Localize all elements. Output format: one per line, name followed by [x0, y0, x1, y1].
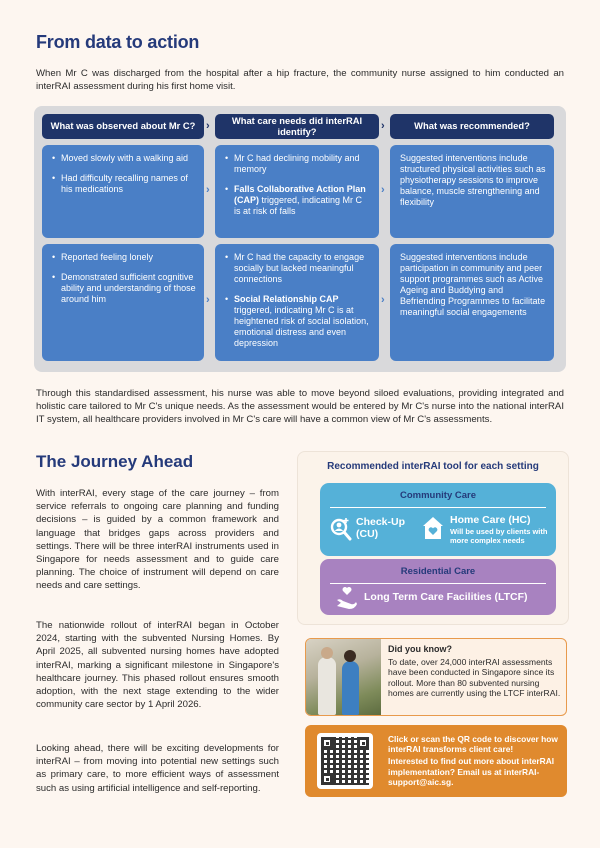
- arrow-right-icon: ›: [206, 294, 210, 306]
- list-item: • Mr C had the capacity to engage socially but lacked meaningful connections: [225, 252, 371, 285]
- qr-callout-email-line[interactable]: Interested to find out more about interRAI implementation? Email us at interRAI-support@aic.sg.: [388, 756, 555, 787]
- flow-cell-identified-2: [215, 244, 379, 361]
- did-you-know-body: To date, over 24,000 interRAI assessments have been conducted in Singapore since its rollout. More than 80 subvented nursing homes are currently using the LTCF interRAI.: [388, 656, 561, 699]
- list-item: • Moved slowly with a walking aid: [52, 153, 196, 164]
- flow-header-recommended: What was recommended?: [390, 114, 554, 139]
- flow-cell-observed-1: [42, 145, 204, 238]
- did-you-know-title: Did you know?: [388, 644, 452, 654]
- tool-check-up: Check-Up (CU): [356, 516, 406, 540]
- flow-cell-identified-1: [215, 145, 379, 238]
- summary-paragraph: Through this standardised assessment, his nurse was able to move beyond siloed evaluations, providing integrated and holistic care tailored to Mr C's unique needs. As the assessment would be entered by Mr C's nurse into the national interRAI IT system, all healthcare providers involved in Mr C's care will have a common view of Mr C's assessments.: [36, 388, 564, 426]
- flow-cell-recommended-1: Suggested interventions include structured physical activities such as physiotherapy sessions to improve balance, muscle strengthening and flexibility: [390, 145, 554, 238]
- arrow-right-icon: ›: [206, 184, 210, 196]
- list-item: • Reported feeling lonely: [52, 252, 196, 263]
- list-item: • Demonstrated sufficient cognitive ability and understanding of those around him: [52, 272, 196, 305]
- flow-cell-recommended-2: Suggested interventions include participation in community and peer support programmes such as Active Ageing and Buddying and Befriending Programmes to facilitate meaningful social engagements: [390, 244, 554, 361]
- tool-ltcf: Long Term Care Facilities (LTCF): [364, 591, 528, 603]
- hand-heart-icon: [336, 586, 358, 615]
- qr-code[interactable]: [317, 733, 373, 789]
- qr-code-pattern: [321, 737, 369, 785]
- arrow-right-icon: ›: [381, 294, 385, 306]
- assessment-flow-diagram: [34, 106, 566, 372]
- did-you-know-callout: [305, 638, 567, 716]
- list-item: • Falls Collaborative Action Plan (CAP) triggered, indicating Mr C is at risk of falls: [225, 184, 371, 217]
- list-item: • Had difficulty recalling names of his medications: [52, 173, 196, 195]
- community-care-title: Community Care: [399, 490, 476, 501]
- qr-callout-line1: Click or scan the QR code to discover how interRAI transforms client care!: [388, 734, 558, 755]
- arrow-right-icon: ›: [381, 184, 385, 196]
- list-item: • Social Relationship CAP triggered, indicating Mr C is at heightened risk of social isolation, emotional distress and even depression: [225, 294, 371, 349]
- house-heart-icon: [422, 516, 444, 545]
- arrow-right-icon: ›: [381, 120, 385, 132]
- community-care-panel: [320, 483, 556, 556]
- cap-name: Falls Collaborative Action Plan (CAP): [234, 184, 366, 205]
- recommended-tools-card: [297, 451, 569, 625]
- nurse-with-elderly-photo: [306, 639, 381, 715]
- qr-callout: [305, 725, 567, 797]
- journey-paragraph-2: The nationwide rollout of interRAI began in October 2024, starting with the subvented Nursing Homes. By April 2025, all subvented nursing homes have adopted interRAI, marking a significant milestone in Singapore's healthcare journey. This phased rollout ensures smooth adoption, with the next stage extending to the wider community care sector by 1 April 2026.: [36, 620, 279, 711]
- journey-paragraph-1: With interRAI, every stage of the care journey – from service referrals to ongoing care planning and funding decisions – is guided by a common framework and language that bridges gaps across providers and settings. There will be three interRAI instruments used in Singapore for needs assessment and to guide care planning. The choice of instrument will depend on care needs and care settings.: [36, 488, 279, 592]
- divider: [330, 583, 546, 584]
- flow-header-identified: What care needs did interRAI identify?: [215, 114, 379, 139]
- tool-home-care: Home Care (HC) Will be used by clients with more complex needs: [450, 514, 548, 545]
- list-item: • Mr C had declining mobility and memory: [225, 153, 371, 175]
- divider: [330, 507, 546, 508]
- search-person-icon: [330, 517, 352, 546]
- arrow-right-icon: ›: [206, 120, 210, 132]
- section-title-from-data-to-action: From data to action: [36, 32, 200, 52]
- residential-care-title: Residential Care: [400, 566, 476, 577]
- flow-cell-observed-2: [42, 244, 204, 361]
- residential-care-panel: [320, 559, 556, 615]
- cap-name: Social Relationship CAP: [234, 294, 339, 304]
- section-title-journey-ahead: The Journey Ahead: [36, 452, 194, 471]
- tools-card-title: Recommended interRAI tool for each setting: [327, 461, 539, 472]
- journey-paragraph-3: Looking ahead, there will be exciting developments for interRAI – from moving into potential new settings such as primary care, to more efficient ways of assessment such as using artificial intelligence and self-reporting.: [36, 743, 279, 794]
- intro-paragraph: When Mr C was discharged from the hospital after a hip fracture, the community nurse assigned to him conducted an interRAI assessment during his first home visit.: [36, 68, 564, 93]
- flow-header-observed: What was observed about Mr C?: [42, 114, 204, 139]
